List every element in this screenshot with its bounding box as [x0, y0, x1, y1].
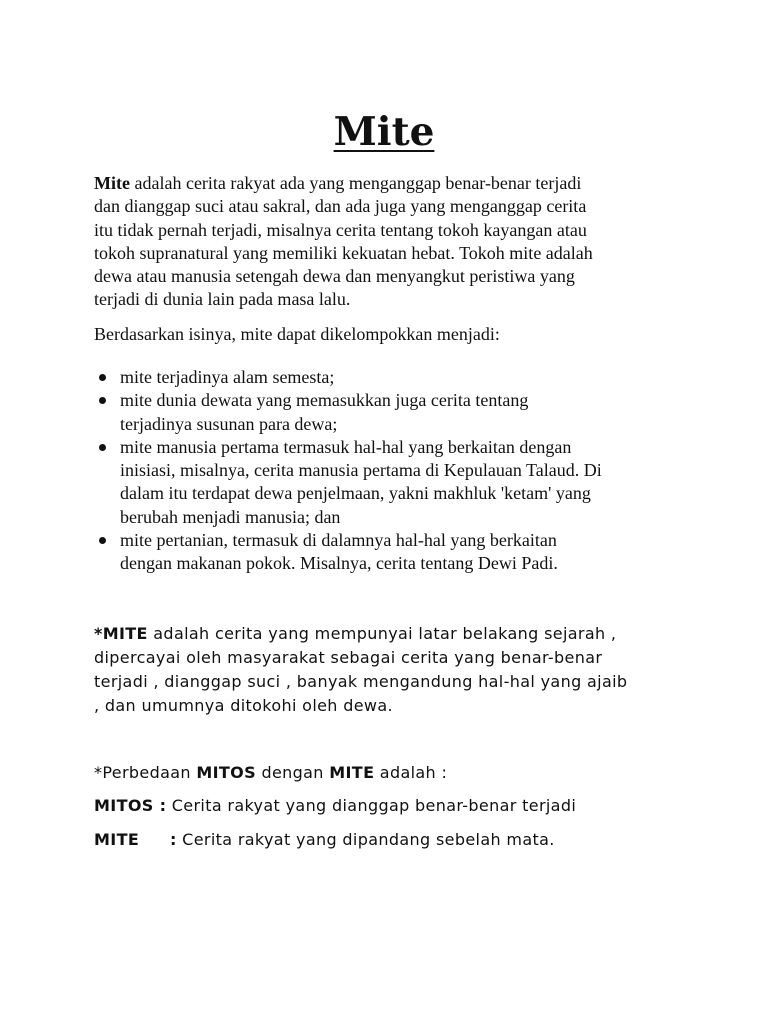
- classification-list: [94, 366, 694, 576]
- definition-text: Cerita rakyat yang dipandang sebelah mata.: [176, 830, 555, 849]
- list-item: [94, 436, 694, 529]
- list-item-line: mite dunia dewata yang memasukkan juga cerita tentang: [120, 390, 529, 411]
- definition-text: Cerita rakyat yang dianggap benar-benar terjadi: [166, 796, 577, 815]
- difference-heading: [94, 761, 447, 785]
- list-item-line: mite manusia pertama termasuk hal-hal yang berkaitan dengan: [120, 436, 572, 457]
- list-item: [94, 389, 694, 436]
- intro-term: Mite: [94, 173, 130, 193]
- note-line: dipercayai oleh masyarakat sebagai cerita yang benar-benar: [94, 648, 603, 667]
- note-term: *MITE: [94, 624, 148, 643]
- bullet-icon: [99, 444, 106, 451]
- list-item-line: terjadinya susunan para dewa;: [120, 413, 338, 434]
- difference-prefix: *Perbedaan: [94, 763, 197, 782]
- list-item-line: dalam itu terdapat dewa penjelmaan, yakni makhluk 'ketam' yang: [120, 483, 591, 504]
- definition-mite: [94, 828, 555, 852]
- note-line: adalah cerita yang mempunyai latar belakang sejarah ,: [147, 624, 617, 643]
- difference-suffix: adalah :: [374, 763, 448, 782]
- intro-line: dan dianggap suci atau sakral, dan ada juga yang menganggap cerita: [94, 196, 587, 217]
- list-item: [94, 529, 694, 576]
- title-text: Mite: [333, 109, 435, 155]
- bullet-icon: [99, 537, 106, 544]
- bullet-icon: [99, 374, 106, 381]
- list-item-line: berubah menjadi manusia; dan: [120, 506, 341, 527]
- difference-middle: dengan: [256, 763, 330, 782]
- intro-line: adalah cerita rakyat ada yang menganggap benar-benar terjadi: [129, 173, 582, 193]
- intro-line: terjadi di dunia lain pada masa lalu.: [94, 289, 351, 310]
- difference-term-mitos: MITOS: [196, 763, 257, 782]
- list-item-line: mite terjadinya alam semesta;: [120, 367, 335, 387]
- intro-line: tokoh supranatural yang memiliki kekuatan hebat. Tokoh mite adalah: [94, 242, 593, 263]
- intro-paragraph: [94, 172, 694, 312]
- definition-term: MITE: [94, 830, 140, 849]
- mite-note: [94, 622, 694, 718]
- note-line: terjadi , dianggap suci , banyak mengandung hal-hal yang ajaib: [94, 672, 628, 691]
- definition-mitos: [94, 794, 576, 818]
- intro-line: itu tidak pernah terjadi, misalnya cerita tentang tokoh kayangan atau: [94, 219, 587, 240]
- bullet-icon: [99, 397, 106, 404]
- definition-colon: :: [170, 830, 177, 849]
- page-title: [0, 108, 768, 156]
- list-item-line: dengan makanan pokok. Misalnya, cerita tentang Dewi Padi.: [120, 553, 558, 574]
- definition-term: MITOS :: [94, 796, 167, 815]
- list-item-line: mite pertanian, termasuk di dalamnya hal-hal yang berkaitan: [120, 530, 557, 551]
- intro-line: dewa atau manusia setengah dewa dan menyangkut peristiwa yang: [94, 266, 575, 287]
- note-line: , dan umumnya ditokohi oleh dewa.: [94, 696, 393, 715]
- list-item-line: inisiasi, misalnya, cerita manusia pertama di Kepulauan Talaud. Di: [120, 460, 602, 481]
- difference-term-mite: MITE: [329, 763, 375, 782]
- classification-intro: Berdasarkan isinya, mite dapat dikelompokkan menjadi:: [94, 324, 500, 344]
- list-item: [94, 366, 694, 389]
